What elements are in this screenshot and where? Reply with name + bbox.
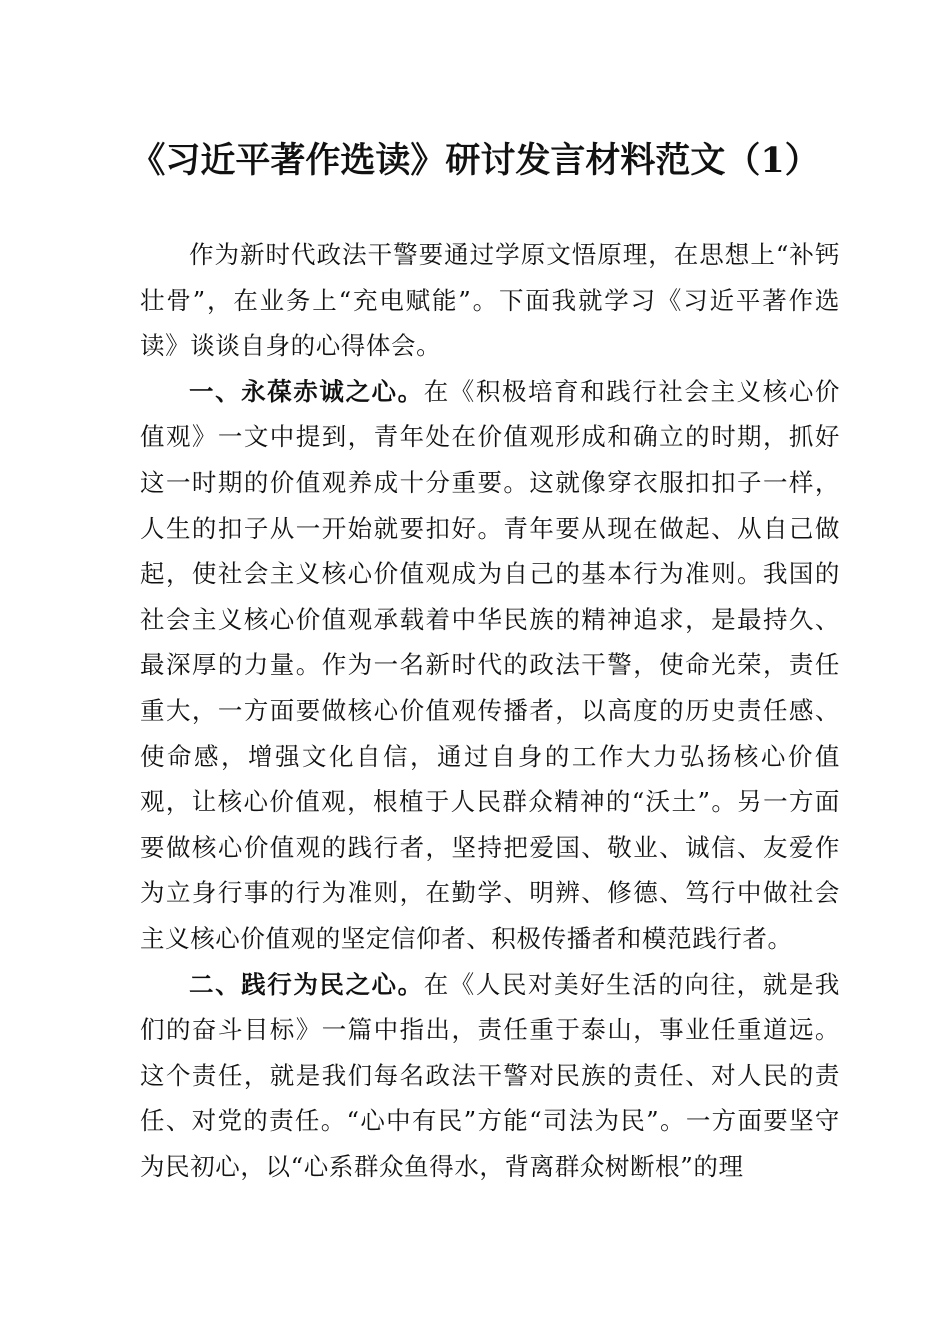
document-title: 《习近平著作选读》研讨发言材料范文（1） — [130, 140, 820, 181]
paragraph-text: 在《人民对美好生活的向往，就是我们的奋斗目标》一篇中指出，责任重于泰山，事业任重道远。这个责任，就是我们每名政法干警对民族的责任、对人民的责任、对党的责任。“心中有民”方能“司法为民”。一方面要坚守为民初心，以“心系群众鱼得水，背离群众树断根”的理 — [140, 969, 840, 1181]
document-body — [140, 232, 840, 1189]
paragraph-intro — [140, 232, 840, 369]
section-heading: 二、践行为民之心。 — [189, 969, 424, 999]
section-heading: 一、永葆赤诚之心。 — [189, 376, 424, 406]
paragraph-section-2 — [140, 962, 840, 1190]
paragraph-text: 在《积极培育和践行社会主义核心价值观》一文中提到，青年处在价值观形成和确立的时期，抓好这一时期的价值观养成十分重要。这就像穿衣服扣扣子一样，人生的扣子从一开始就要扣好。青年要从现在做起、从自己做起，使社会主义核心价值观成为自己的基本行为准则。我国的社会主义核心价值观承载着中华民族的精神追求，是最持久、最深厚的力量。作为一名新时代的政法干警，使命光荣，责任重大，一方面要做核心价值观传播者，以高度的历史责任感、使命感，增强文化自信，通过自身的工作大力弘扬核心价值观，让核心价值观，根植于人民群众精神的“沃土”。另一方面要做核心价值观的践行者，坚持把爱国、敬业、诚信、友爱作为立身行事的行为准则，在勤学、明辨、修德、笃行中做社会主义核心价值观的坚定信仰者、积极传播者和模范践行者。 — [140, 376, 840, 953]
paragraph-text: 作为新时代政法干警要通过学原文悟原理，在思想上“补钙壮骨”，在业务上“充电赋能”。下面我就学习《习近平著作选读》谈谈自身的心得体会。 — [140, 240, 840, 361]
paragraph-section-1 — [140, 369, 840, 962]
